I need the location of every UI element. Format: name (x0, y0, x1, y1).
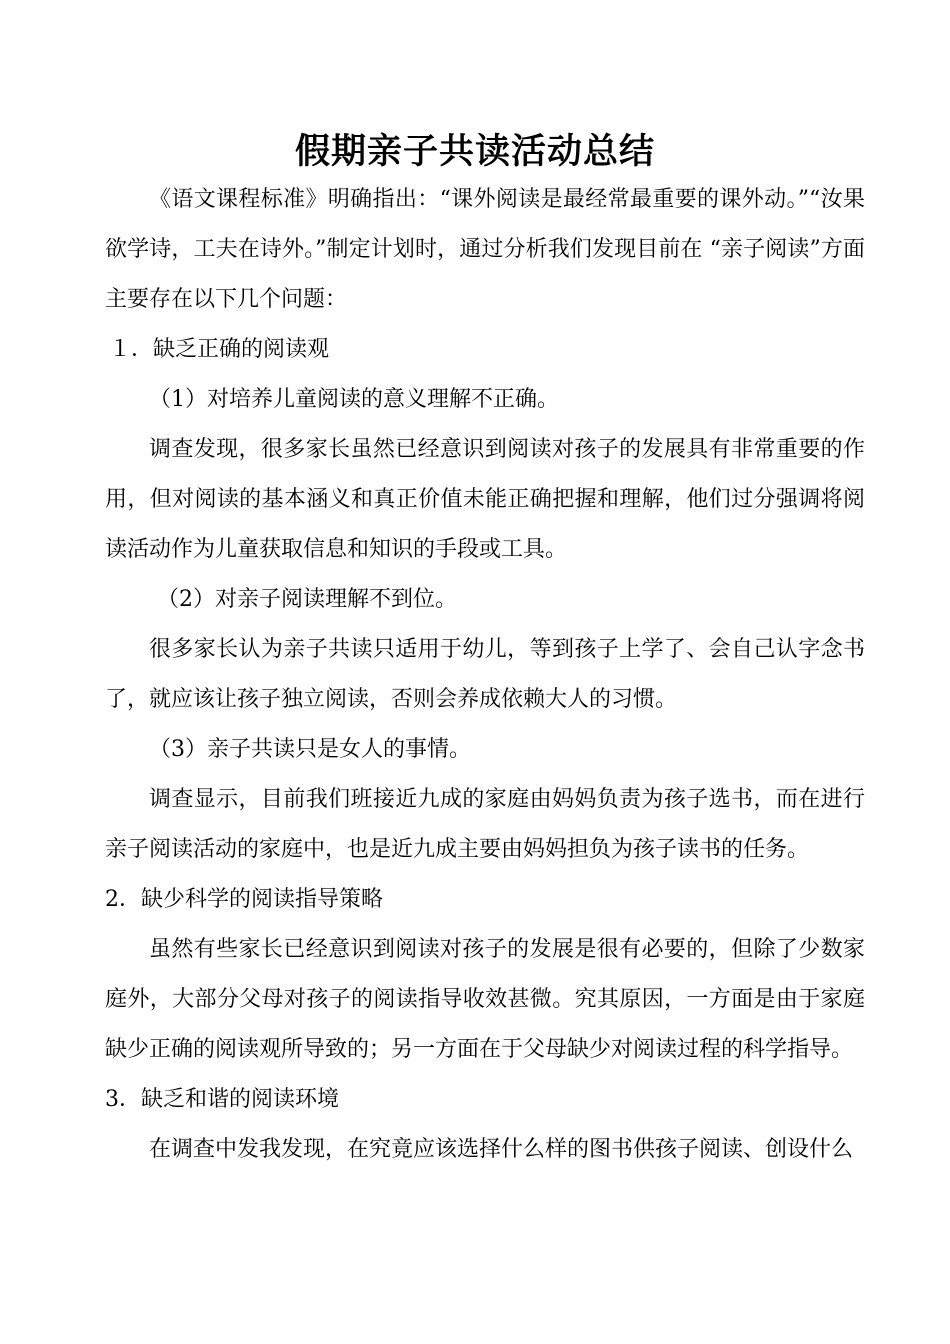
paragraph-1-2: 很多家长认为亲子共读只适用于幼儿，等到孩子上学了、会自己认字念书了，就应该让孩子独立阅读，否则会养成依赖大人的习惯。 (105, 637, 865, 712)
document-body (105, 175, 865, 1175)
document-title: 假期亲子共读活动总结 (294, 132, 655, 172)
paragraph-1-1: 调查发现，很多家长虽然已经意识到阅读对孩子的发展具有非常重要的作用，但对阅读的基本涵义和真正价值未能正确把握和理解，他们过分强调将阅读活动作为儿童获取信息和知识的手段或工具。 (105, 437, 865, 562)
subheading-1-3: （3）亲子共读只是女人的事情。 (149, 737, 471, 762)
intro-paragraph: 《语文课程标准》明确指出：“课外阅读是最经常最重要的课外动。”“汝果欲学诗，工夫在诗外。”制定计划时，通过分析我们发现目前在 “亲子阅读”方面主要存在以下几个问题： (105, 187, 865, 312)
paragraph-1-3: 调查显示，目前我们班接近九成的家庭由妈妈负责为孩子选书，而在进行亲子阅读活动的家庭中，也是近九成主要由妈妈担负为孩子读书的任务。 (105, 787, 865, 862)
section-heading-3: 3．缺乏和谐的阅读环境 (105, 1087, 339, 1112)
paragraph-3: 在调查中发我发现，在究竟应该选择什么样的图书供孩子阅读、创设什么 (149, 1137, 854, 1162)
section-heading-2: 2．缺少科学的阅读指导策略 (105, 887, 383, 912)
section-heading-1: １．缺乏正确的阅读观 (109, 337, 330, 362)
subheading-1-2: （2）对亲子阅读理解不到位。 (157, 587, 457, 612)
subheading-1-1: （1）对培养儿童阅读的意义理解不正确。 (149, 387, 559, 412)
paragraph-2: 虽然有些家长已经意识到阅读对孩子的发展是很有必要的，但除了少数家庭外，大部分父母对孩子的阅读指导收效甚微。究其原因，一方面是由于家庭缺少正确的阅读观所导致的；另一方面在于父母缺少对阅读过程的科学指导。 (105, 937, 865, 1062)
